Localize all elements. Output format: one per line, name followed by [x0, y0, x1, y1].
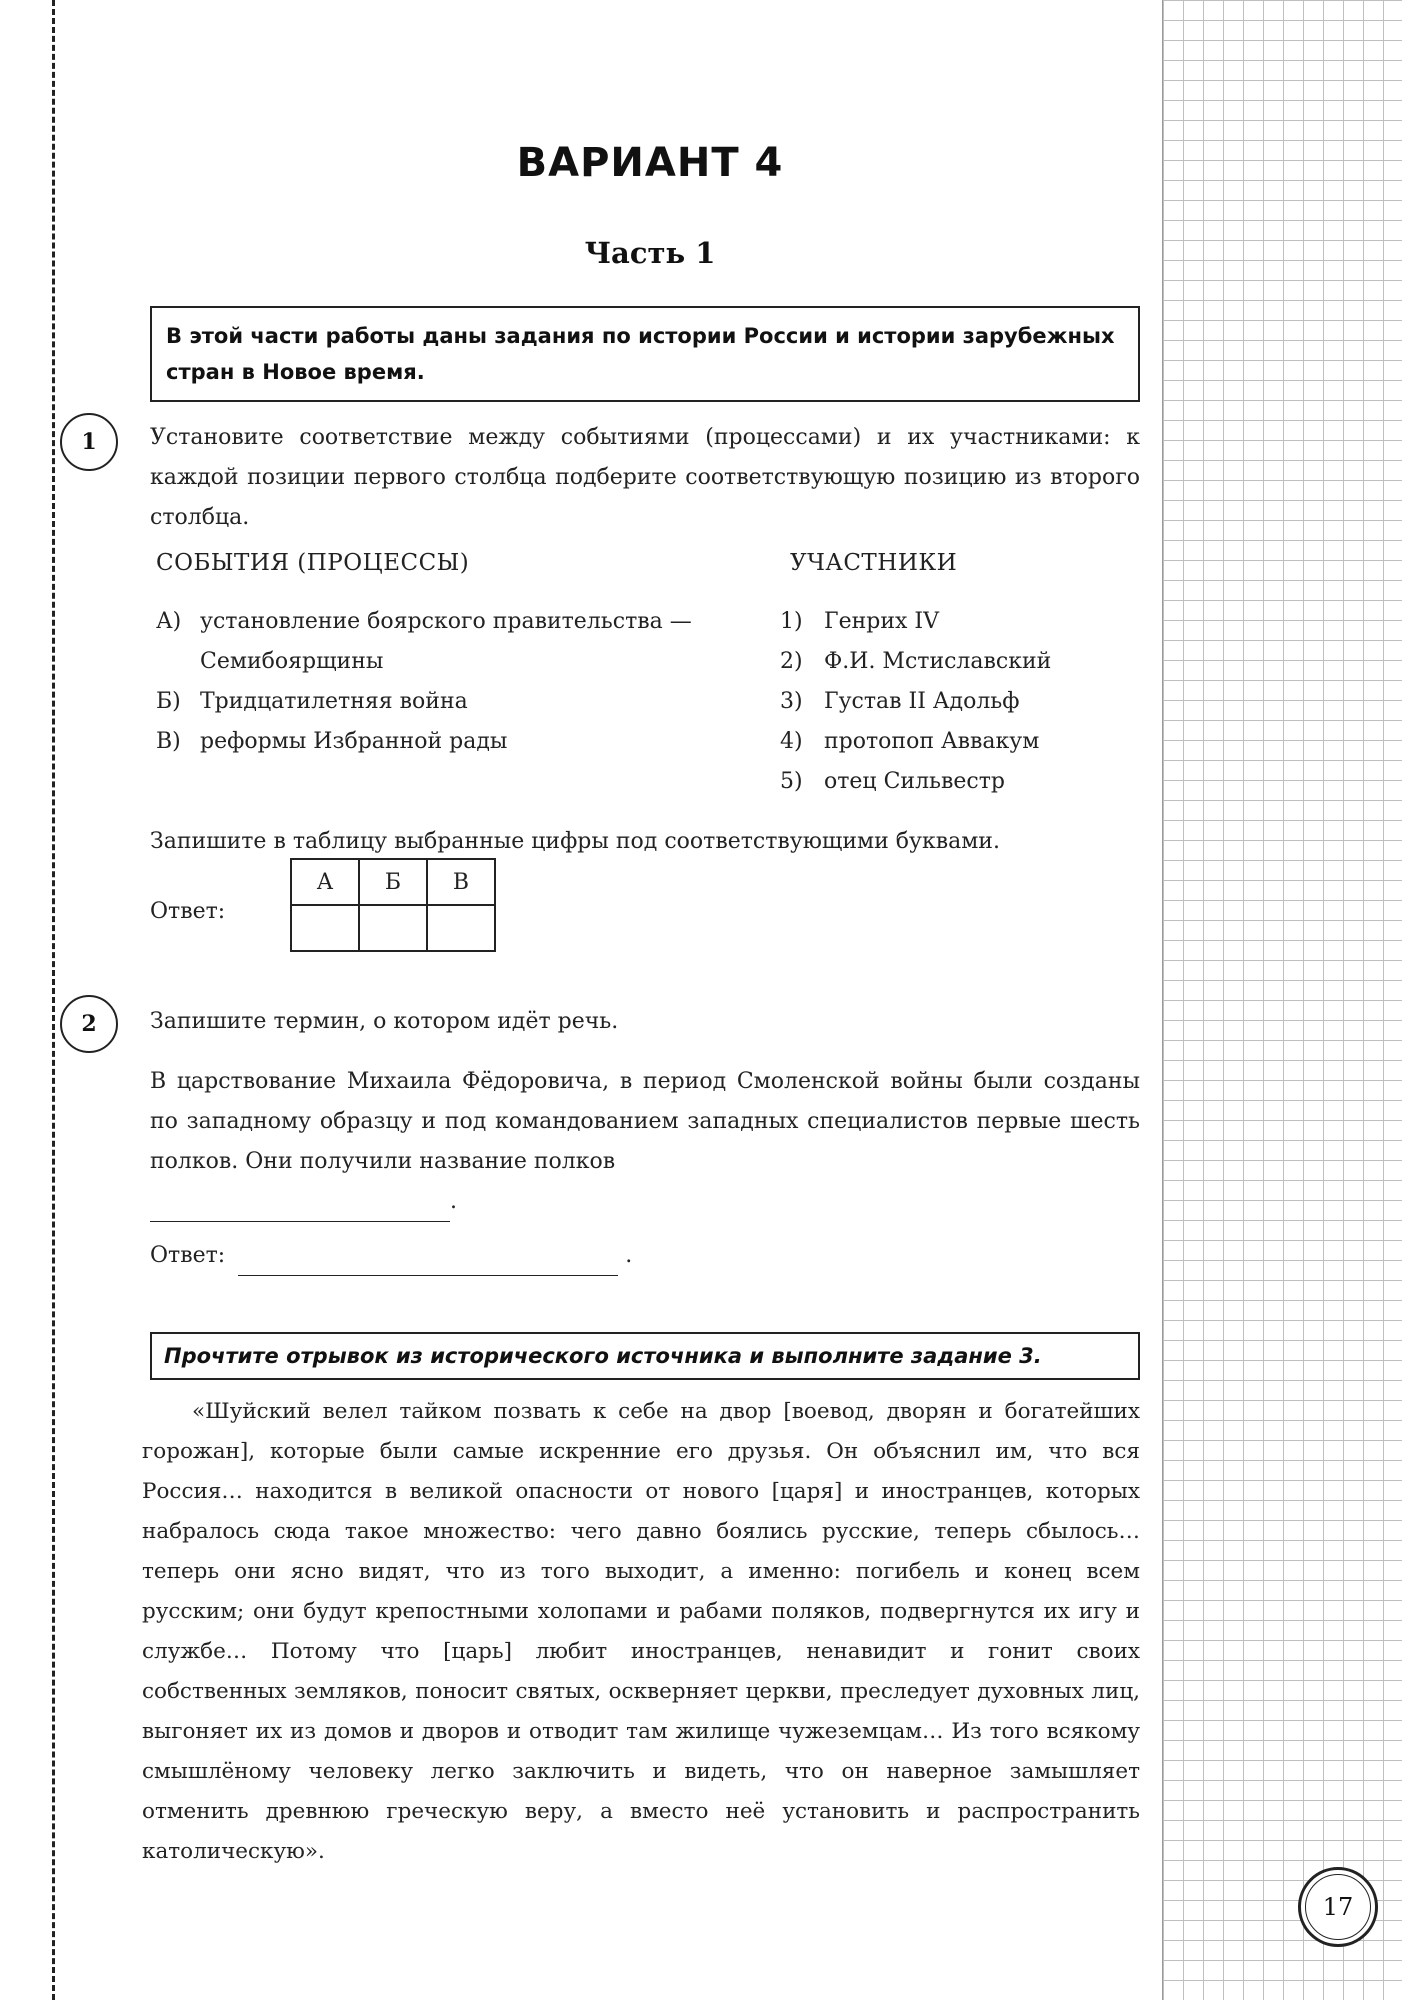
participant-text: протопоп Аввакум [824, 729, 1040, 754]
event-text: Семибоярщины [200, 649, 384, 674]
answer-cell-a[interactable] [291, 905, 359, 951]
part-intro-box: В этой части работы даны задания по истории России и истории зарубежных стран в Новое время. [150, 306, 1140, 402]
term-blank-line [150, 1182, 457, 1222]
participant-label: 4) [780, 729, 803, 754]
participant-text: Генрих IV [824, 609, 939, 634]
source-instruction-box: Прочтите отрывок из исторического источника и выполните задание 3. [150, 1332, 1140, 1380]
answer-cell-v[interactable] [427, 905, 495, 951]
task-number-1: 1 [60, 413, 118, 471]
cut-line [52, 0, 55, 2000]
events-heading: СОБЫТИЯ (ПРОЦЕССЫ) [156, 550, 470, 576]
event-a [156, 602, 692, 642]
answer-cell-b[interactable] [359, 905, 427, 951]
participant-5 [780, 762, 1005, 802]
answer-table [290, 858, 496, 952]
participant-label: 1) [780, 609, 803, 634]
task2-text: В царствование Михаила Фёдоровича, в период Смоленской войны были созданы по западному образцу и под командованием западных специалистов первые шесть полков. Они получили название полков [150, 1069, 1140, 1174]
term-blank[interactable] [150, 1193, 450, 1222]
event-text: Тридцатилетняя война [200, 689, 468, 714]
page-number: 17 [1305, 1874, 1371, 1940]
part-title: Часть 1 [584, 236, 716, 270]
participant-1 [780, 602, 939, 642]
participant-text: Густав II Адольф [824, 689, 1020, 714]
column-header-b: Б [359, 859, 427, 905]
answer-line-2 [150, 1236, 632, 1276]
variant-title: ВАРИАНТ 4 [516, 140, 784, 186]
source-excerpt: «Шуйский велел тайком позвать к себе на двор [воевод, дворян и богатейших горожан], которые были самые искренние его друзья. Он объяснил им, что вся Россия… находится в великой опасности от нового [царя] и иностранцев, которых набралось сюда такое множество: чего давно боялись русские, теперь сбылось… теперь они ясно видят, что из того выходит, а именно: погибель и конец всем русским; они будут крепостными холопами и рабами поляков, подвергнутся их игу и службе… Потому что [царь] любит иностранцев, ненавидит и гонит своих собственных земляков, поносит святых, оскверняет церкви, преследует духовных лиц, выгоняет их из домов и дворов и отводит там жилище чужеземцам… Из того всякому смышлёному человеку легко заключить и видеть, что он наверное замышляет отменить древнюю греческую веру, а вместо неё установить и распространить католическую». [142, 1399, 1140, 1864]
participant-text: Ф.И. Мстиславский [824, 649, 1052, 674]
participant-label: 5) [780, 769, 803, 794]
event-v [156, 722, 507, 762]
answer-period: . [625, 1243, 633, 1268]
participant-label: 3) [780, 689, 803, 714]
answer-label-1: Ответ: [150, 899, 226, 924]
participant-2 [780, 642, 1051, 682]
participant-3 [780, 682, 1020, 722]
table-instruction: Запишите в таблицу выбранные цифры под соответствующими буквами. [150, 829, 1000, 854]
answer-label-2: Ответ: [150, 1243, 226, 1268]
task2-prompt: Запишите термин, о котором идёт речь. [150, 1009, 619, 1034]
participants-heading: УЧАСТНИКИ [790, 550, 958, 576]
participant-text: отец Сильвестр [824, 769, 1006, 794]
event-label: Б) [156, 689, 181, 714]
event-b [156, 682, 468, 722]
task1-prompt: Установите соответствие между событиями (процессами) и их участниками: к каждой позиции первого столбца подберите соответствующую позицию из второго столбца. [150, 425, 1140, 530]
blank-period: . [450, 1189, 457, 1214]
page-number-badge [1298, 1867, 1378, 1947]
answer-grid-margin [1162, 0, 1402, 2000]
participant-4 [780, 722, 1039, 762]
participant-label: 2) [780, 649, 803, 674]
column-header-a: А [291, 859, 359, 905]
answer-blank-2[interactable] [238, 1247, 618, 1276]
event-label: В) [156, 729, 181, 754]
event-label: А) [156, 609, 182, 634]
event-text: реформы Избранной рады [200, 729, 508, 754]
event-a-continued [156, 642, 383, 682]
event-text: установление боярского правительства — [200, 609, 692, 634]
task-number-2: 2 [60, 995, 118, 1053]
column-header-v: В [427, 859, 495, 905]
